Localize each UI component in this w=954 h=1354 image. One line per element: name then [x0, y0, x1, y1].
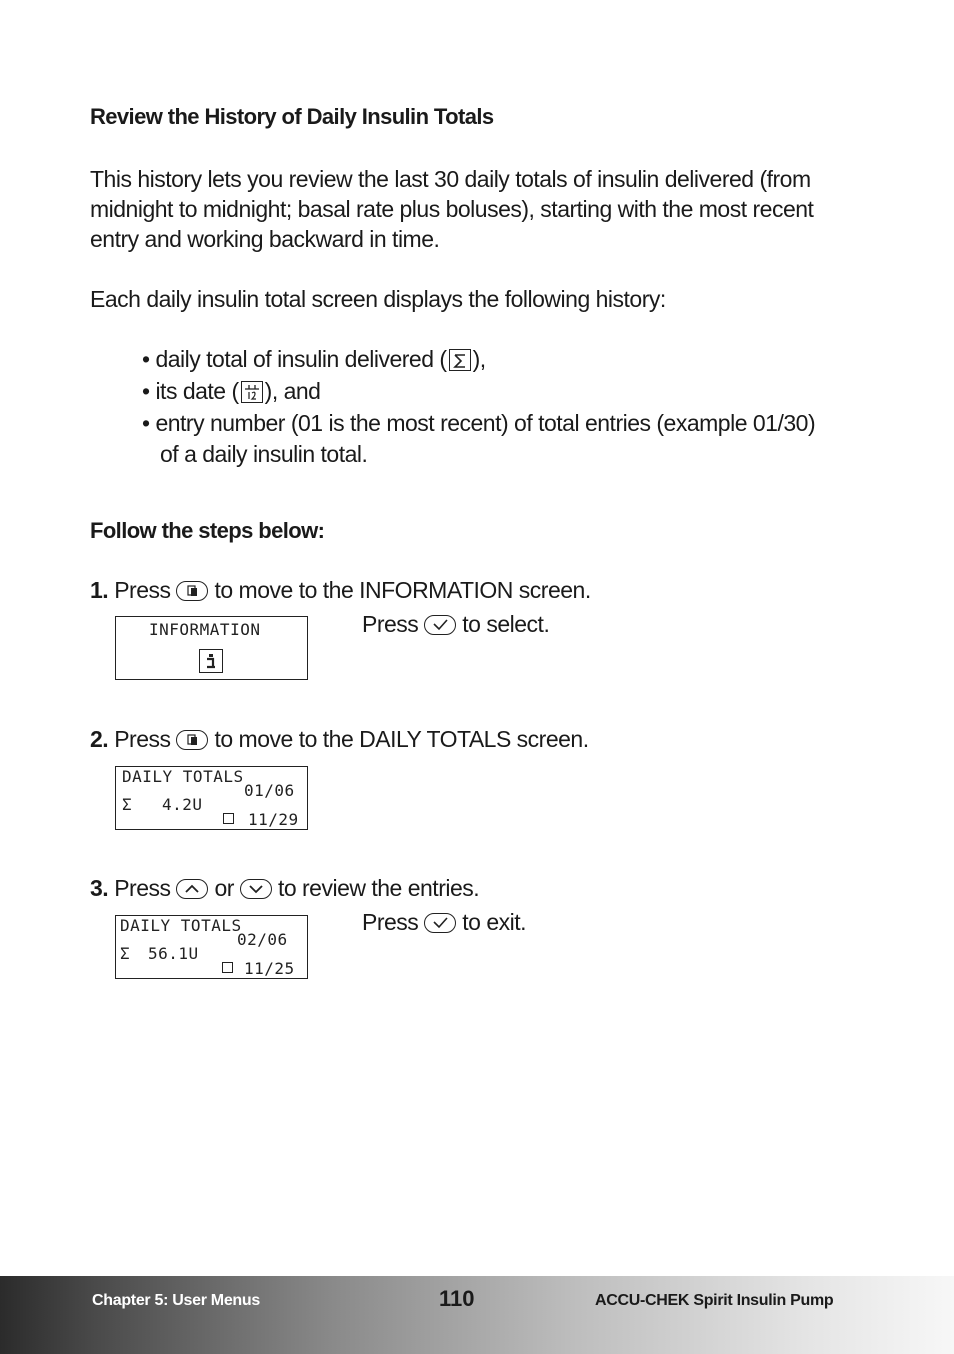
menu-button-icon	[176, 730, 208, 750]
bullet-daily-total	[142, 346, 486, 373]
lcd-daily-totals-screen-1	[115, 766, 308, 830]
sigma-icon	[449, 349, 471, 371]
down-button-icon	[240, 879, 272, 899]
footer-page-number: 110	[439, 1286, 475, 1311]
lcd-daily-totals-screen-2	[115, 915, 308, 979]
lcd-date: 11/29	[248, 810, 299, 829]
check-button-icon	[424, 615, 456, 635]
lcd-entry-number: 02/06	[237, 930, 288, 949]
step-3-press: Press	[114, 875, 171, 901]
step-1-side-text: to select.	[462, 611, 550, 637]
step-2	[90, 726, 589, 753]
footer-chapter: Chapter 5: User Menus	[92, 1292, 260, 1309]
calendar-icon	[241, 381, 263, 403]
lcd-amount: 4.2U	[162, 795, 203, 814]
step-3-number: 3.	[90, 875, 109, 901]
step-3-side	[362, 909, 526, 936]
lcd-amount: 56.1U	[148, 944, 199, 963]
step-3-side-text: to exit.	[462, 909, 527, 935]
step-1-side	[362, 611, 549, 638]
bullet-entry-number-cont: of a daily insulin total.	[160, 441, 368, 467]
intro-paragraph: This history lets you review the last 30 daily totals of insulin delivered (from midnight to midnight; basal rate plus boluses), starting with the most recent entry and working backward in time.	[90, 166, 814, 252]
step-3-or: or	[214, 875, 234, 901]
lcd-date: 11/25	[244, 959, 295, 978]
bullet-daily-total-end: ),	[472, 346, 486, 372]
bullet-entry-number: • entry number (01 is the most recent) of total entries (example 01/30)	[142, 410, 816, 436]
step-1-side-press: Press	[362, 611, 419, 637]
step-1-press: Press	[114, 577, 171, 603]
steps-heading: Follow the steps below:	[90, 518, 325, 543]
check-button-icon	[424, 913, 456, 933]
step-2-number: 2.	[90, 726, 109, 752]
lcd-entry-number: 01/06	[244, 781, 295, 800]
lcd-calendar-icon	[222, 962, 233, 973]
lcd-sigma-icon: Σ	[120, 944, 131, 963]
lcd-sigma-icon: Σ	[122, 795, 133, 814]
bullet-date-end: ), and	[264, 378, 321, 404]
lcd-calendar-icon	[223, 813, 234, 824]
step-1-number: 1.	[90, 577, 109, 603]
step-3-text: to review the entries.	[277, 875, 480, 901]
menu-button-icon	[176, 581, 208, 601]
step-1	[90, 577, 591, 604]
page-footer	[0, 1276, 954, 1354]
bullet-daily-total-text: • daily total of insulin delivered (	[142, 346, 447, 372]
up-button-icon	[176, 879, 208, 899]
step-2-press: Press	[114, 726, 171, 752]
info-icon	[199, 649, 223, 673]
bullet-date	[142, 378, 320, 405]
section-heading: Review the History of Daily Insulin Totals	[90, 104, 494, 129]
lead-paragraph: Each daily insulin total screen displays the following history:	[90, 286, 666, 312]
bullet-date-text: • its date (	[142, 378, 239, 404]
step-3-side-press: Press	[362, 909, 419, 935]
step-3	[90, 875, 479, 902]
step-2-text: to move to the DAILY TOTALS screen.	[214, 726, 589, 752]
footer-product: ACCU-CHEK Spirit Insulin Pump	[595, 1292, 834, 1309]
step-1-text: to move to the INFORMATION screen.	[214, 577, 591, 603]
lcd-title: DAILY TOTALS	[122, 767, 244, 786]
lcd-information-screen	[115, 616, 308, 680]
lcd-title: INFORMATION	[149, 620, 261, 639]
lcd-title: DAILY TOTALS	[120, 916, 242, 935]
